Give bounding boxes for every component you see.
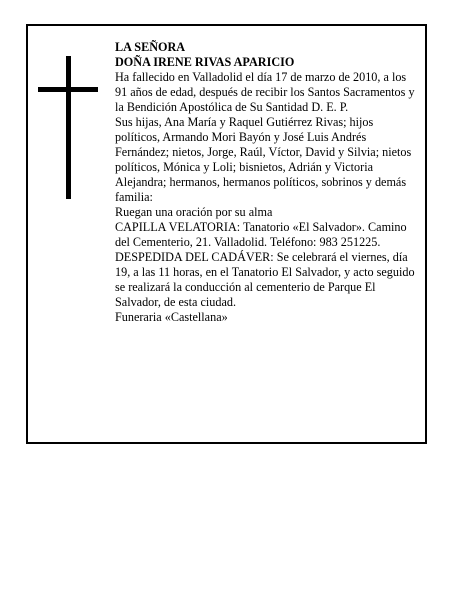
funeral-home: Funeraria «Castellana» bbox=[115, 310, 228, 324]
cross-horizontal-bar bbox=[38, 87, 98, 92]
obituary-notice bbox=[26, 24, 427, 444]
notice-title: LA SEÑORA bbox=[115, 40, 186, 54]
family-list: Sus hijas, Ana María y Raquel Gutiérrez Rivas; hijos políticos, Armando Mori Bayón y José Luis Andrés Fernández; nietos, Jorge, Raúl, Víctor, David y Silvia; nietos políticos, Mónica y Loli; bisnietos, Adrián y Victoria Alejandra; hermanos, hermanos políticos, sobrinos y demás familia: bbox=[115, 115, 412, 204]
prayer-request: Ruegan una oración por su alma bbox=[115, 205, 273, 219]
cross-icon bbox=[38, 56, 98, 199]
death-announcement: Ha fallecido en Valladolid el día 17 de marzo de 2010, a los 91 años de edad, después de recibir los Santos Sacramentos y la Bendición Apostólica de Su Santidad D. E. P. bbox=[115, 70, 415, 114]
chapel-info: CAPILLA VELATORIA: Tanatorio «El Salvador». Camino del Cementerio, 21. Valladolid. Teléfono: 983 251225. bbox=[115, 220, 407, 249]
notice-body bbox=[115, 40, 420, 325]
cross-vertical-bar bbox=[66, 56, 71, 199]
funeral-info: DESPEDIDA DEL CADÁVER: Se celebrará el viernes, día 19, a las 11 horas, en el Tanatorio El Salvador, y acto seguido se realizará la conducción al cementerio de Parque El Salvador, de esta ciudad. bbox=[115, 250, 415, 309]
deceased-name: DOÑA IRENE RIVAS APARICIO bbox=[115, 55, 295, 69]
